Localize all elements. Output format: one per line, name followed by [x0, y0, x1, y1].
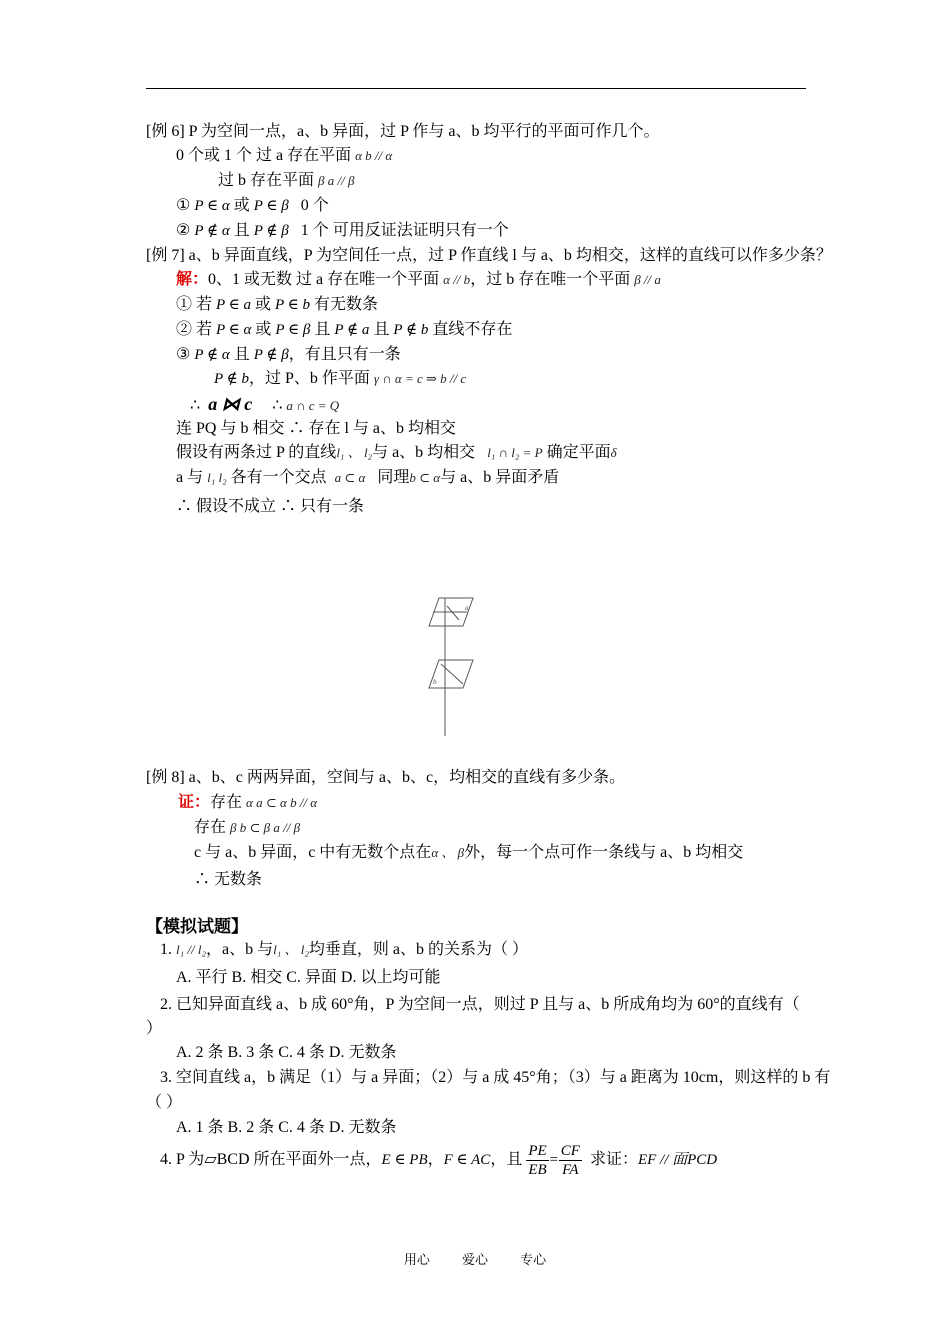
- question-2: 2. 已知异面直线 a、b 成 60°角，P 为空间一点，则过 P 且与 a、b 所成角均为 60°的直线有（: [160, 996, 800, 1013]
- example-8-proof-1: 证：存在 α a ⊂ α b // α: [178, 794, 318, 811]
- question-3-options: A. 1 条 B. 2 条 C. 4 条 D. 无数条: [176, 1119, 397, 1136]
- footer-item: 专心: [520, 1253, 547, 1268]
- example-7-step-connect: 连 PQ 与 b 相交 ∴ 存在 l 与 a、b 均相交: [176, 420, 457, 437]
- example-8-title: [例 8] a、b、c 两两异面，空间与 a、b、c，均相交的直线有多少条。: [146, 769, 626, 786]
- question-1-options: A. 平行 B. 相交 C. 异面 D. 以上均可能: [176, 969, 441, 986]
- example-6-case-2: ② P ∉ α 且 P ∉ β 1 个 可用反证法证明只有一个: [176, 222, 509, 239]
- fraction-pe-eb: $\frac{PE}{EB}$: [528, 1142, 547, 1178]
- header-rule: [146, 88, 806, 89]
- question-2-wrap: ）: [146, 1020, 163, 1037]
- skew-lines-figure: [425, 592, 480, 742]
- example-7-step-contradiction: a 与 l₁ l₂ 各有一个交点 a ⊂ α 同理b ⊂ α与 a、b 异面矛盾: [176, 469, 560, 486]
- example-7-solution: 解：0、1 或无数 过 a 存在唯一个平面 α // b，过 b 存在唯一个平面 β // a: [176, 271, 661, 288]
- figure-label-l: l: [444, 730, 446, 738]
- example-7-conclusion: ∴ 假设不成立 ∴ 只有一条: [176, 498, 365, 515]
- question-4: 4. P 为▱BCD 所在平面外一点，E ∈ PB，F ∈ AC，且 $\frac{PE}{EB}$ = $\frac{CF}{FA}$ 求证：EF // 面PCD: [160, 1142, 718, 1178]
- example-7-case-2: ② 若 P ∈ α 或 P ∈ β 且 P ∉ a 且 P ∉ b 直线不存在: [176, 321, 513, 338]
- example-7-title: [例 7] a、b 异面直线，P 为空间任一点，过 P 作直线 l 与 a、b 均相交，这样的直线可以作多少条？: [146, 247, 832, 264]
- mock-test-heading: 【模拟试题】: [146, 917, 248, 936]
- figure-label-a: a: [465, 604, 469, 612]
- example-7-step-intersect: ∴ a ⋈ c ∴ a ∩ c = Q: [190, 394, 340, 414]
- example-6-title: [例 6] P 为空间一点，a、b 异面，过 P 作与 a、b 均平行的平面可作几个。: [146, 123, 660, 140]
- line-b: [441, 664, 463, 684]
- page-footer: [0, 1249, 950, 1268]
- footer-item: 用心: [403, 1253, 430, 1268]
- question-2-options: A. 2 条 B. 3 条 C. 4 条 D. 无数条: [176, 1044, 397, 1061]
- question-1: 1. l₁ // l₂，a、b 与l₁ 、 l₂均垂直，则 a、b 的关系为（ ）: [160, 941, 528, 958]
- fraction-cf-fa: $\frac{CF}{FA}$: [560, 1142, 580, 1178]
- example-7-case-3: ③ P ∉ α 且 P ∉ β，有且只有一条: [176, 346, 401, 363]
- example-8-conclusion: ∴ 无数条: [194, 871, 263, 888]
- question-3: 3. 空间直线 a，b 满足（1）与 a 异面；（2）与 a 成 45°角；（3）与 a 距离为 10cm，则这样的 b 有: [160, 1069, 831, 1086]
- parallelogram-symbol: ▱: [204, 1151, 217, 1168]
- proof-label: 证：: [178, 794, 211, 811]
- example-8-proof-3: c 与 a、b 异面，c 中有无数个点在α 、 β外，每一个点可作一条线与 a、b 均相交: [194, 844, 744, 861]
- example-8-proof-2: 存在 β b ⊂ β a // β: [194, 819, 301, 836]
- example-6-case-1: ① P ∈ α 或 P ∈ β 0 个: [176, 197, 329, 214]
- example-7-step-assume: 假设有两条过 P 的直线l₁ 、 l₂与 a、b 均相交 l₁ ∩ l₂ = P 确定平面δ: [176, 444, 617, 461]
- figure-label-b: b: [433, 678, 437, 686]
- footer-item: 爱心: [461, 1253, 488, 1268]
- example-6-line-2: 0 个或 1 个 过 a 存在平面 α b // α: [176, 147, 393, 164]
- example-6-line-3: 过 b 存在平面 β a // β: [218, 172, 355, 189]
- example-7-step-plane: P ∉ b，过 P、b 作平面 γ ∩ α = c ⇒ b // c: [214, 370, 467, 387]
- solution-label: 解：: [176, 271, 209, 288]
- question-3-wrap: （ ）: [146, 1094, 183, 1111]
- example-7-case-1: ① 若 P ∈ a 或 P ∈ b 有无数条: [176, 296, 379, 313]
